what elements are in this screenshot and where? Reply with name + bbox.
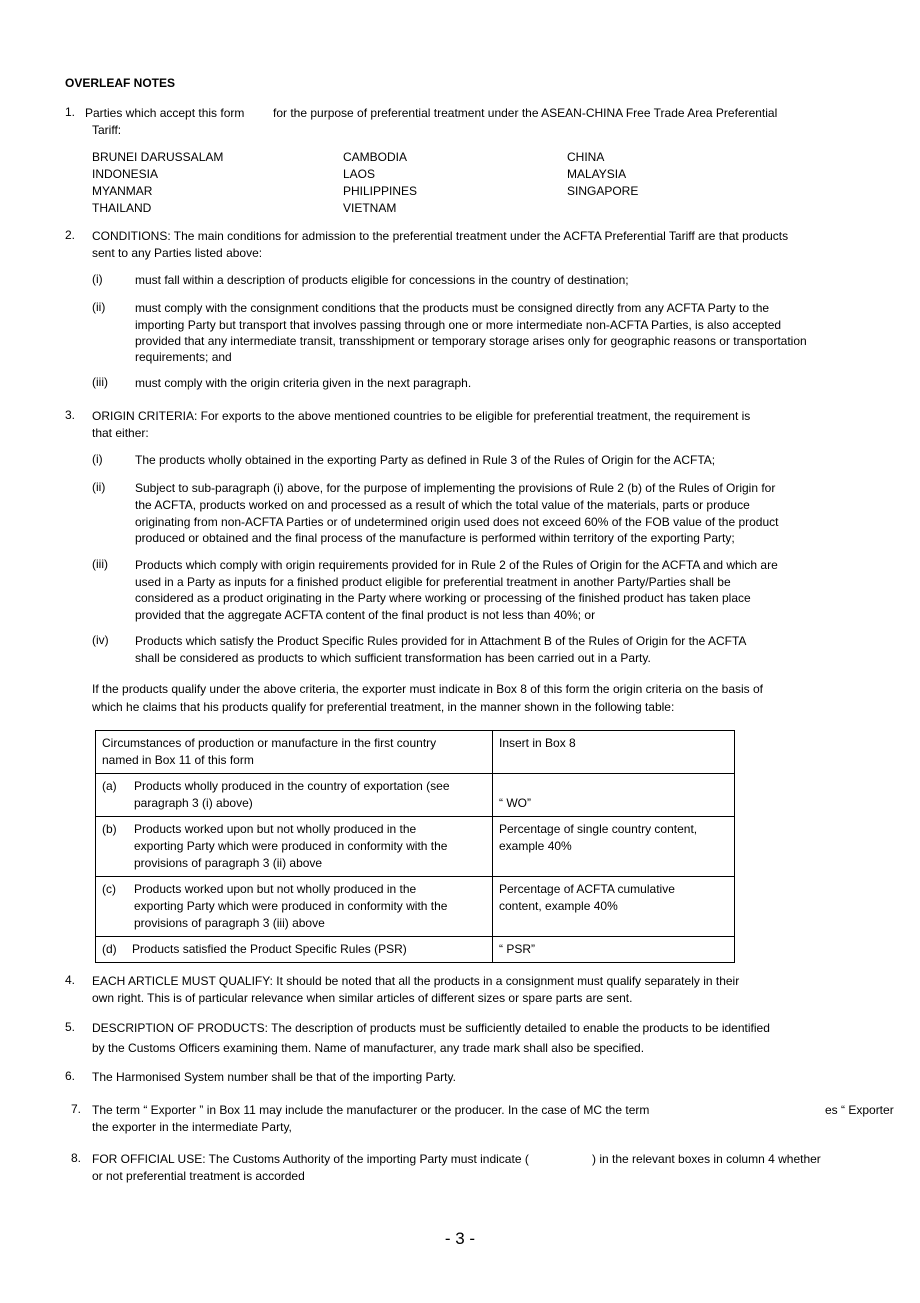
note-5-line-2: by the Customs Officers examining them. Name of manufacturer, any trade mark shall also be specified. (92, 1041, 645, 1055)
note-2-item-label: (ii) (92, 300, 106, 314)
table-header-row (96, 731, 735, 774)
table-row (96, 774, 735, 817)
note-3-item-text: produced or obtained and the final process of the manufacture is performed within territory of the exporting Party; (135, 531, 735, 545)
note-1-text-b: for the purpose of preferential treatment under the ASEAN-CHINA Free Trade Area Preferential (273, 106, 778, 120)
row-label: (a) (102, 779, 117, 793)
table-cell-line (499, 778, 728, 795)
note-3-item-label: (i) (92, 452, 103, 466)
table-cell-line: Circumstances of production or manufacture in the first country (102, 736, 437, 750)
table-cell-line: exporting Party which were produced in conformity with the (134, 899, 448, 913)
note-3-item-text: Products which comply with origin requirements provided for in Rule 2 of the Rules of Origin for the ACFTA and which are (135, 558, 778, 572)
note-3-item-text: used in a Party as inputs for a finished product eligible for preferential treatment in another Party/Parties shall be (135, 575, 731, 589)
note-2-item-text: must comply with the consignment conditions that the products must be consigned directly from any ACFTA Party to the (135, 301, 770, 315)
table-cell-line: “ PSR” (499, 942, 535, 956)
row-label: (c) (102, 882, 116, 896)
country: SINGAPORE (567, 184, 639, 198)
note-8-number: 8. (71, 1151, 82, 1165)
note-5-line-1: DESCRIPTION OF PRODUCTS: The description of products must be sufficiently detailed to enable the products to be identified (92, 1021, 770, 1035)
note-5-number: 5. (65, 1020, 76, 1034)
country: CAMBODIA (343, 150, 408, 164)
note-2-number: 2. (65, 228, 76, 242)
note-2-item-text: requirements; and (135, 350, 232, 364)
note-4-number: 4. (65, 973, 76, 987)
row-text (134, 821, 474, 872)
note-3-number: 3. (65, 408, 76, 422)
note-3-line-2: that either: (92, 426, 149, 440)
note-3-item-text: shall be considered as products to which sufficient transformation has been carried out in a Party. (135, 651, 651, 665)
note-1-text-a: Parties which accept this form (85, 106, 245, 120)
country: MALAYSIA (567, 167, 627, 181)
country: INDONESIA (92, 167, 159, 181)
table-cell-line: Percentage of ACFTA cumulative (499, 882, 675, 896)
note-2-line-2: sent to any Parties listed above: (92, 246, 263, 260)
table-row (96, 877, 735, 937)
note-8-line-1a: FOR OFFICIAL USE: The Customs Authority of the importing Party must indicate ( (92, 1152, 529, 1166)
note-2-item-label: (iii) (92, 375, 108, 389)
table-cell-line: exporting Party which were produced in conformity with the (134, 839, 448, 853)
row-text (134, 778, 474, 812)
country: LAOS (343, 167, 376, 181)
table-cell-line: provisions of paragraph 3 (iii) above (134, 916, 325, 930)
table-cell-right (493, 774, 735, 817)
note-6-number: 6. (65, 1069, 76, 1083)
note-3-item-text: The products wholly obtained in the exporting Party as defined in Rule 3 of the Rules of Origin for the ACFTA; (135, 453, 716, 467)
country: THAILAND (92, 201, 152, 215)
countries-column-2 (343, 149, 417, 217)
note-3-item-text: the ACFTA, products worked on and processed as a result of which the total value of the materials, parts or produce (135, 498, 750, 512)
table-cell-line: Percentage of single country content, (499, 822, 698, 836)
note-6-line-1: The Harmonised System number shall be that of the importing Party. (92, 1070, 456, 1084)
note-4-line-2: own right. This is of particular relevance when similar articles of different sizes or spare parts are sent. (92, 991, 633, 1005)
note-3-item-label: (iv) (92, 633, 109, 647)
note-2-item-text: must fall within a description of products eligible for concessions in the country of destination; (135, 273, 629, 287)
table-row (96, 817, 735, 877)
table-row (96, 937, 735, 963)
table-cell-line: named in Box 11 of this form (102, 753, 254, 767)
note-3-line-1: ORIGIN CRITERIA: For exports to the above mentioned countries to be eligible for preferential treatment, the requirement is (92, 409, 751, 423)
table-cell-line: “ WO” (499, 796, 531, 810)
note-2-item-text: importing Party but transport that involves passing through one or more intermediate non-ACFTA Parties, is also accepted (135, 318, 782, 332)
table-cell-line: Products satisfied the Product Specific Rules (PSR) (132, 942, 407, 956)
table-cell-left (96, 774, 493, 817)
origin-criteria-table (95, 730, 735, 963)
table-cell-right (493, 877, 735, 937)
table-cell-left (96, 877, 493, 937)
table-cell-line: provisions of paragraph 3 (ii) above (134, 856, 323, 870)
table-cell-line: paragraph 3 (i) above) (134, 796, 253, 810)
note-1-number: 1. (65, 105, 76, 119)
note-8-line-2: or not preferential treatment is accorded (92, 1169, 305, 1183)
country: CHINA (567, 150, 605, 164)
note-1-text-c: Tariff: (92, 123, 122, 137)
note-3-item-text: considered as a product originating in the Party where working or processing of the finished product has taken place (135, 591, 751, 605)
table-header-left (96, 731, 493, 774)
table-cell-left (96, 937, 493, 963)
table-cell-line: Products wholly produced in the country of exportation (see (134, 779, 450, 793)
note-3-after-line-1: If the products qualify under the above criteria, the exporter must indicate in Box 8 of this form the origin criteria on the basis of (92, 682, 764, 696)
note-7-line-2: the exporter in the intermediate Party, (92, 1120, 292, 1134)
country: MYANMAR (92, 184, 153, 198)
table-cell-line: Products worked upon but not wholly produced in the (134, 822, 417, 836)
note-7-line-1a: The term “ Exporter ” in Box 11 may include the manufacturer or the producer. In the case of MC the term (92, 1103, 650, 1117)
table-cell-line: example 40% (499, 839, 572, 853)
countries-column-3 (567, 149, 638, 200)
country: VIETNAM (343, 201, 397, 215)
note-2-item-text: must comply with the origin criteria given in the next paragraph. (135, 376, 472, 390)
table-cell-line: Insert in Box 8 (499, 736, 576, 750)
table-cell-line: Products worked upon but not wholly produced in the (134, 882, 417, 896)
row-text (132, 941, 472, 958)
table-cell-right (493, 937, 735, 963)
row-text (134, 881, 474, 932)
note-3-item-label: (ii) (92, 480, 106, 494)
table-header-right (493, 731, 735, 774)
note-3-item-label: (iii) (92, 557, 108, 571)
note-2-item-label: (i) (92, 272, 103, 286)
note-8-line-1b: ) in the relevant boxes in column 4 whether (592, 1152, 821, 1166)
note-3-item-text: provided that the aggregate ACFTA content of the final product is not less than 40%; or (135, 608, 596, 622)
note-4-line-1: EACH ARTICLE MUST QUALIFY: It should be noted that all the products in a consignment must qualify separately in their (92, 974, 740, 988)
table-cell-right (493, 817, 735, 877)
note-2-line-1: CONDITIONS: The main conditions for admission to the preferential treatment under the ACFTA Preferential Tariff are that products (92, 229, 789, 243)
countries-column-1 (92, 149, 223, 217)
country: BRUNEI DARUSSALAM (92, 150, 224, 164)
note-3-item-text: Products which satisfy the Product Specific Rules provided for in Attachment B of the Rules of Origin for the ACFTA (135, 634, 747, 648)
table-cell-left (96, 817, 493, 877)
country: PHILIPPINES (343, 184, 418, 198)
row-label: (b) (102, 822, 117, 836)
page-number: - 3 - (444, 1229, 476, 1248)
note-7-number: 7. (71, 1102, 82, 1116)
row-label: (d) (102, 942, 117, 956)
note-3-item-text: originating from non-ACFTA Parties or of undetermined origin used does not exceed 60% of the FOB value of the product (135, 515, 779, 529)
note-2-item-text: provided that any intermediate transit, transshipment or temporary storage arises only for geographic reasons or transportation (135, 334, 807, 348)
page-heading: OVERLEAF NOTES (65, 76, 176, 90)
note-7-line-1b: es “ Exporter (825, 1103, 894, 1117)
table-cell-line: content, example 40% (499, 899, 618, 913)
note-3-after-line-2: which he claims that his products qualify for preferential treatment, in the manner shown in the following table: (92, 700, 675, 714)
note-3-item-text: Subject to sub-paragraph (i) above, for the purpose of implementing the provisions of Rule 2 (b) of the Rules of Origin for (135, 481, 776, 495)
